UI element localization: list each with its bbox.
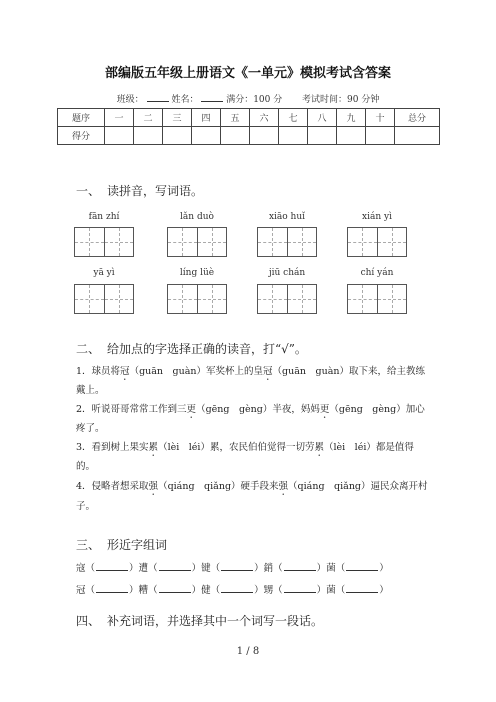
table-cell: 八	[308, 109, 337, 127]
table-cell: 题序	[58, 109, 105, 127]
score-input-cell[interactable]	[221, 127, 250, 145]
table-cell: 一	[105, 109, 134, 127]
document-title: 部编版五年级上册语文《一单元》模拟考试含答案	[104, 66, 391, 81]
dotted-char: 强	[148, 481, 159, 492]
exam-info	[0, 92, 496, 105]
class-label: 班级：	[116, 95, 144, 105]
pinyin-label: fān zhí	[88, 212, 120, 222]
score-input-cell[interactable]	[134, 127, 163, 145]
section-1-heading	[76, 182, 203, 199]
answer-blank[interactable]	[346, 560, 378, 571]
writing-box[interactable]	[74, 227, 134, 257]
writing-box[interactable]	[167, 227, 227, 257]
score-input-cell[interactable]	[105, 127, 134, 145]
dotted-char: 更	[186, 404, 197, 415]
writing-box[interactable]	[167, 284, 227, 314]
section-number: 二、	[76, 342, 101, 356]
score-input-cell[interactable]	[192, 127, 221, 145]
question-line: 3．看到树上果实累（lèi léi）累，农民伯伯觉得一切劳累（lèi léi）都是值得	[76, 442, 414, 453]
answer-blank[interactable]	[346, 582, 378, 593]
table-cell: 二	[134, 109, 163, 127]
pinyin-label: lǎn duò	[180, 212, 214, 222]
dotted-char: 更	[319, 404, 330, 415]
word-row: 寇（ ）遭（ ）键（ ）銷（ ）菌（ ）	[76, 560, 389, 574]
pinyin-label: xiāo huǐ	[268, 212, 306, 222]
pinyin-label: chí yán	[360, 268, 394, 278]
section-4-heading	[76, 612, 323, 629]
writing-box[interactable]	[347, 227, 407, 257]
class-blank	[147, 92, 169, 102]
question-line: 疼了。	[76, 423, 105, 434]
dotted-char: 强	[278, 481, 289, 492]
score-input-cell[interactable]	[366, 127, 395, 145]
table-cell: 六	[250, 109, 279, 127]
score-table-score-row	[58, 127, 440, 145]
dotted-char: 累	[148, 442, 159, 453]
exam-time: 考试时间：90 分钟	[302, 95, 380, 105]
table-cell: 十	[366, 109, 395, 127]
section-title: 读拼音，写词语。	[107, 184, 204, 198]
table-cell: 总分	[395, 109, 440, 127]
question-line: 的。	[76, 461, 96, 472]
answer-blank[interactable]	[159, 582, 191, 593]
answer-blank[interactable]	[284, 560, 316, 571]
question-line: 4．侵略者想采取强（qiáng qiǎng）硬手段来强（qiáng qiǎng）逼民众离开村	[76, 481, 428, 492]
table-cell: 四	[192, 109, 221, 127]
score-input-cell[interactable]	[163, 127, 192, 145]
pinyin-label: jiū chán	[268, 268, 306, 278]
word-row: 冠（ ）糟（ ）健（ ）甥（ ）菌（ ）	[76, 582, 389, 596]
writing-box[interactable]	[257, 227, 317, 257]
section-number: 四、	[76, 614, 101, 628]
section-2-heading	[76, 340, 307, 357]
table-cell: 七	[279, 109, 308, 127]
pinyin-label: yā yì	[93, 268, 115, 278]
question-line: 戴上。	[76, 385, 105, 396]
page-number: 1 / 8	[236, 646, 260, 657]
table-cell: 五	[221, 109, 250, 127]
answer-blank[interactable]	[159, 560, 191, 571]
name-blank	[201, 92, 223, 102]
answer-blank[interactable]	[96, 560, 128, 571]
score-table-header-row	[58, 109, 440, 127]
question-line: 1．球员将冠（guān guàn）军奖杯上的皇冠（guān guàn）取下来，给主教练	[76, 366, 426, 377]
writing-box[interactable]	[257, 284, 317, 314]
pinyin-label: líng lüè	[179, 268, 215, 278]
score-input-cell[interactable]	[279, 127, 308, 145]
score-input-cell[interactable]	[308, 127, 337, 145]
score-input-cell[interactable]	[250, 127, 279, 145]
dotted-char: 冠	[263, 366, 273, 377]
table-cell: 三	[163, 109, 192, 127]
answer-blank[interactable]	[96, 582, 128, 593]
score-input-cell[interactable]	[337, 127, 366, 145]
full-score: 满分：100 分	[226, 95, 283, 105]
writing-box[interactable]	[74, 284, 134, 314]
dotted-char: 冠	[120, 366, 130, 377]
table-cell: 得分	[58, 127, 105, 145]
table-cell: 九	[337, 109, 366, 127]
section-title: 给加点的字选择正确的读音，打“√”。	[107, 342, 307, 356]
section-number: 一、	[76, 184, 101, 198]
answer-blank[interactable]	[221, 582, 253, 593]
writing-box[interactable]	[347, 284, 407, 314]
section-title: 补充词语，并选择其中一个词写一段话。	[107, 614, 324, 628]
name-label: 姓名：	[171, 95, 199, 105]
section-number: 三、	[76, 538, 101, 552]
answer-blank[interactable]	[221, 560, 253, 571]
score-input-cell[interactable]	[395, 127, 440, 145]
question-line: 2．听说哥哥常常工作到三更（gēng gèng）半夜，妈妈更（gēng gèng）加心	[76, 404, 425, 415]
section-3-heading	[76, 536, 167, 553]
pinyin-label: xián yì	[362, 212, 392, 222]
score-table	[57, 108, 440, 145]
dotted-char: 累	[314, 442, 324, 453]
section-title: 形近字组词	[107, 538, 168, 552]
question-line: 子。	[76, 501, 96, 512]
answer-blank[interactable]	[284, 582, 316, 593]
